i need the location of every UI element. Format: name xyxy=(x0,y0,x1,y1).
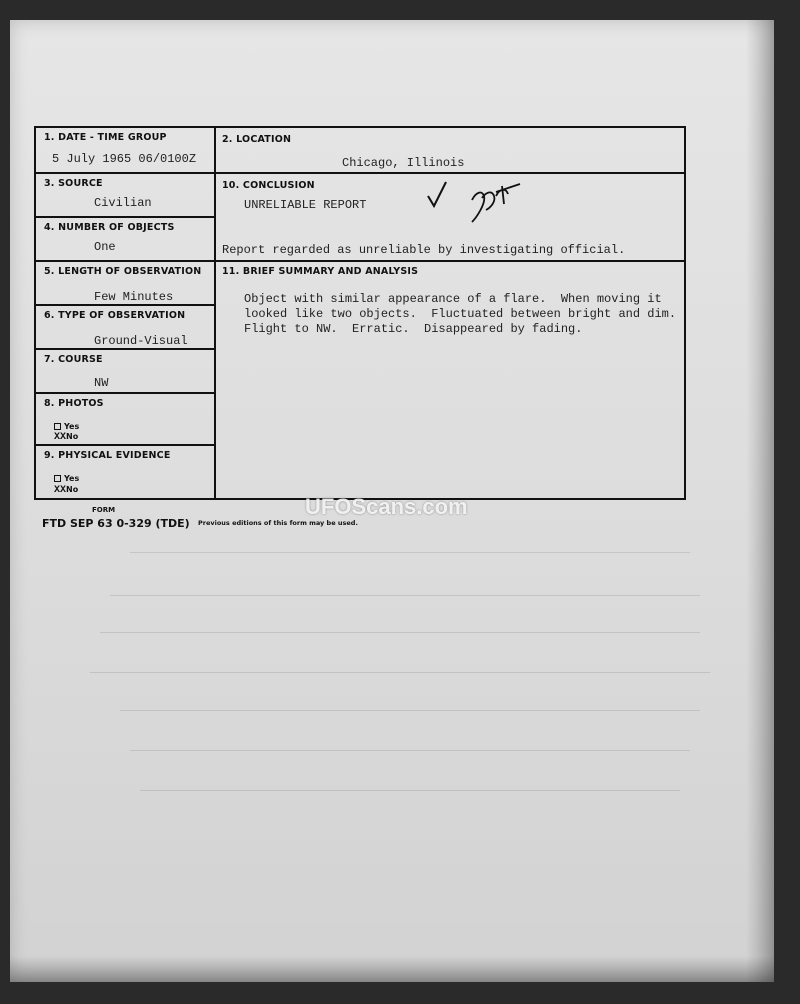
number-of-objects-value: One xyxy=(94,240,116,254)
bleed-through-line xyxy=(120,710,700,711)
number-of-objects-label: 4. NUMBER OF OBJECTS xyxy=(44,222,175,233)
typed-xx-mark: XX xyxy=(54,432,67,443)
date-time-value: 5 July 1965 06/0100Z xyxy=(52,152,197,166)
row-divider xyxy=(214,260,684,262)
location-value: Chicago, Illinois xyxy=(342,156,465,170)
type-of-observation-label: 6. TYPE OF OBSERVATION xyxy=(44,310,186,321)
row-divider xyxy=(36,216,216,218)
checkbox-empty-icon xyxy=(54,423,61,430)
row-divider xyxy=(36,444,216,446)
date-time-label: 1. DATE - TIME GROUP xyxy=(44,132,167,143)
checkmark-annotation xyxy=(424,178,554,224)
form-edition-note: Previous editions of this form may be used. xyxy=(198,519,358,527)
row-divider xyxy=(36,260,216,262)
photos-no-option: XXNo xyxy=(54,432,79,443)
summary-line: looked like two objects. Fluctuated between bright and dim. xyxy=(244,307,677,321)
physical-evidence-no-option: XXNo xyxy=(54,485,79,496)
row-divider xyxy=(36,392,216,394)
photos-yes-option: Yes xyxy=(54,422,79,431)
checkbox-empty-icon xyxy=(54,475,61,482)
row-divider xyxy=(36,304,216,306)
summary-label: 11. BRIEF SUMMARY AND ANALYSIS xyxy=(222,266,419,277)
course-value: NW xyxy=(94,376,109,390)
source-label: 3. SOURCE xyxy=(44,178,103,189)
typed-xx-mark: XX xyxy=(54,485,67,496)
column-divider xyxy=(214,128,216,498)
conclusion-label: 10. CONCLUSION xyxy=(222,180,315,191)
conclusion-note: Report regarded as unreliable by investigating official. xyxy=(222,243,626,257)
bleed-through-line xyxy=(140,790,680,791)
row-divider xyxy=(214,172,684,174)
physical-evidence-yes-option: Yes xyxy=(54,474,79,483)
source-value: Civilian xyxy=(94,196,152,210)
bleed-through-line xyxy=(90,672,710,673)
type-of-observation-value: Ground-Visual xyxy=(94,334,188,348)
bleed-through-line xyxy=(130,552,690,553)
bleed-through-line xyxy=(110,595,700,596)
form-word: FORM xyxy=(92,506,116,514)
summary-line: Flight to NW. Erratic. Disappeared by fading. xyxy=(244,322,583,336)
photos-label: 8. PHOTOS xyxy=(44,398,104,409)
location-label: 2. LOCATION xyxy=(222,134,292,145)
summary-line: Object with similar appearance of a flare. When moving it xyxy=(244,292,662,306)
page-shadow-bottom xyxy=(10,956,774,982)
course-label: 7. COURSE xyxy=(44,354,103,365)
conclusion-value: UNRELIABLE REPORT xyxy=(244,198,367,212)
bleed-through-line xyxy=(100,632,700,633)
page-shadow-right xyxy=(746,20,774,982)
length-of-observation-label: 5. LENGTH OF OBSERVATION xyxy=(44,266,202,277)
row-divider xyxy=(36,172,216,174)
length-of-observation-value: Few Minutes xyxy=(94,290,174,304)
form-identifier: FTD SEP 63 0-329 (TDE) xyxy=(42,517,190,530)
watermark: UFOScans.com xyxy=(305,494,468,519)
ufo-report-form xyxy=(34,126,686,500)
physical-evidence-label: 9. PHYSICAL EVIDENCE xyxy=(44,450,171,461)
row-divider xyxy=(36,348,216,350)
bleed-through-line xyxy=(130,750,690,751)
